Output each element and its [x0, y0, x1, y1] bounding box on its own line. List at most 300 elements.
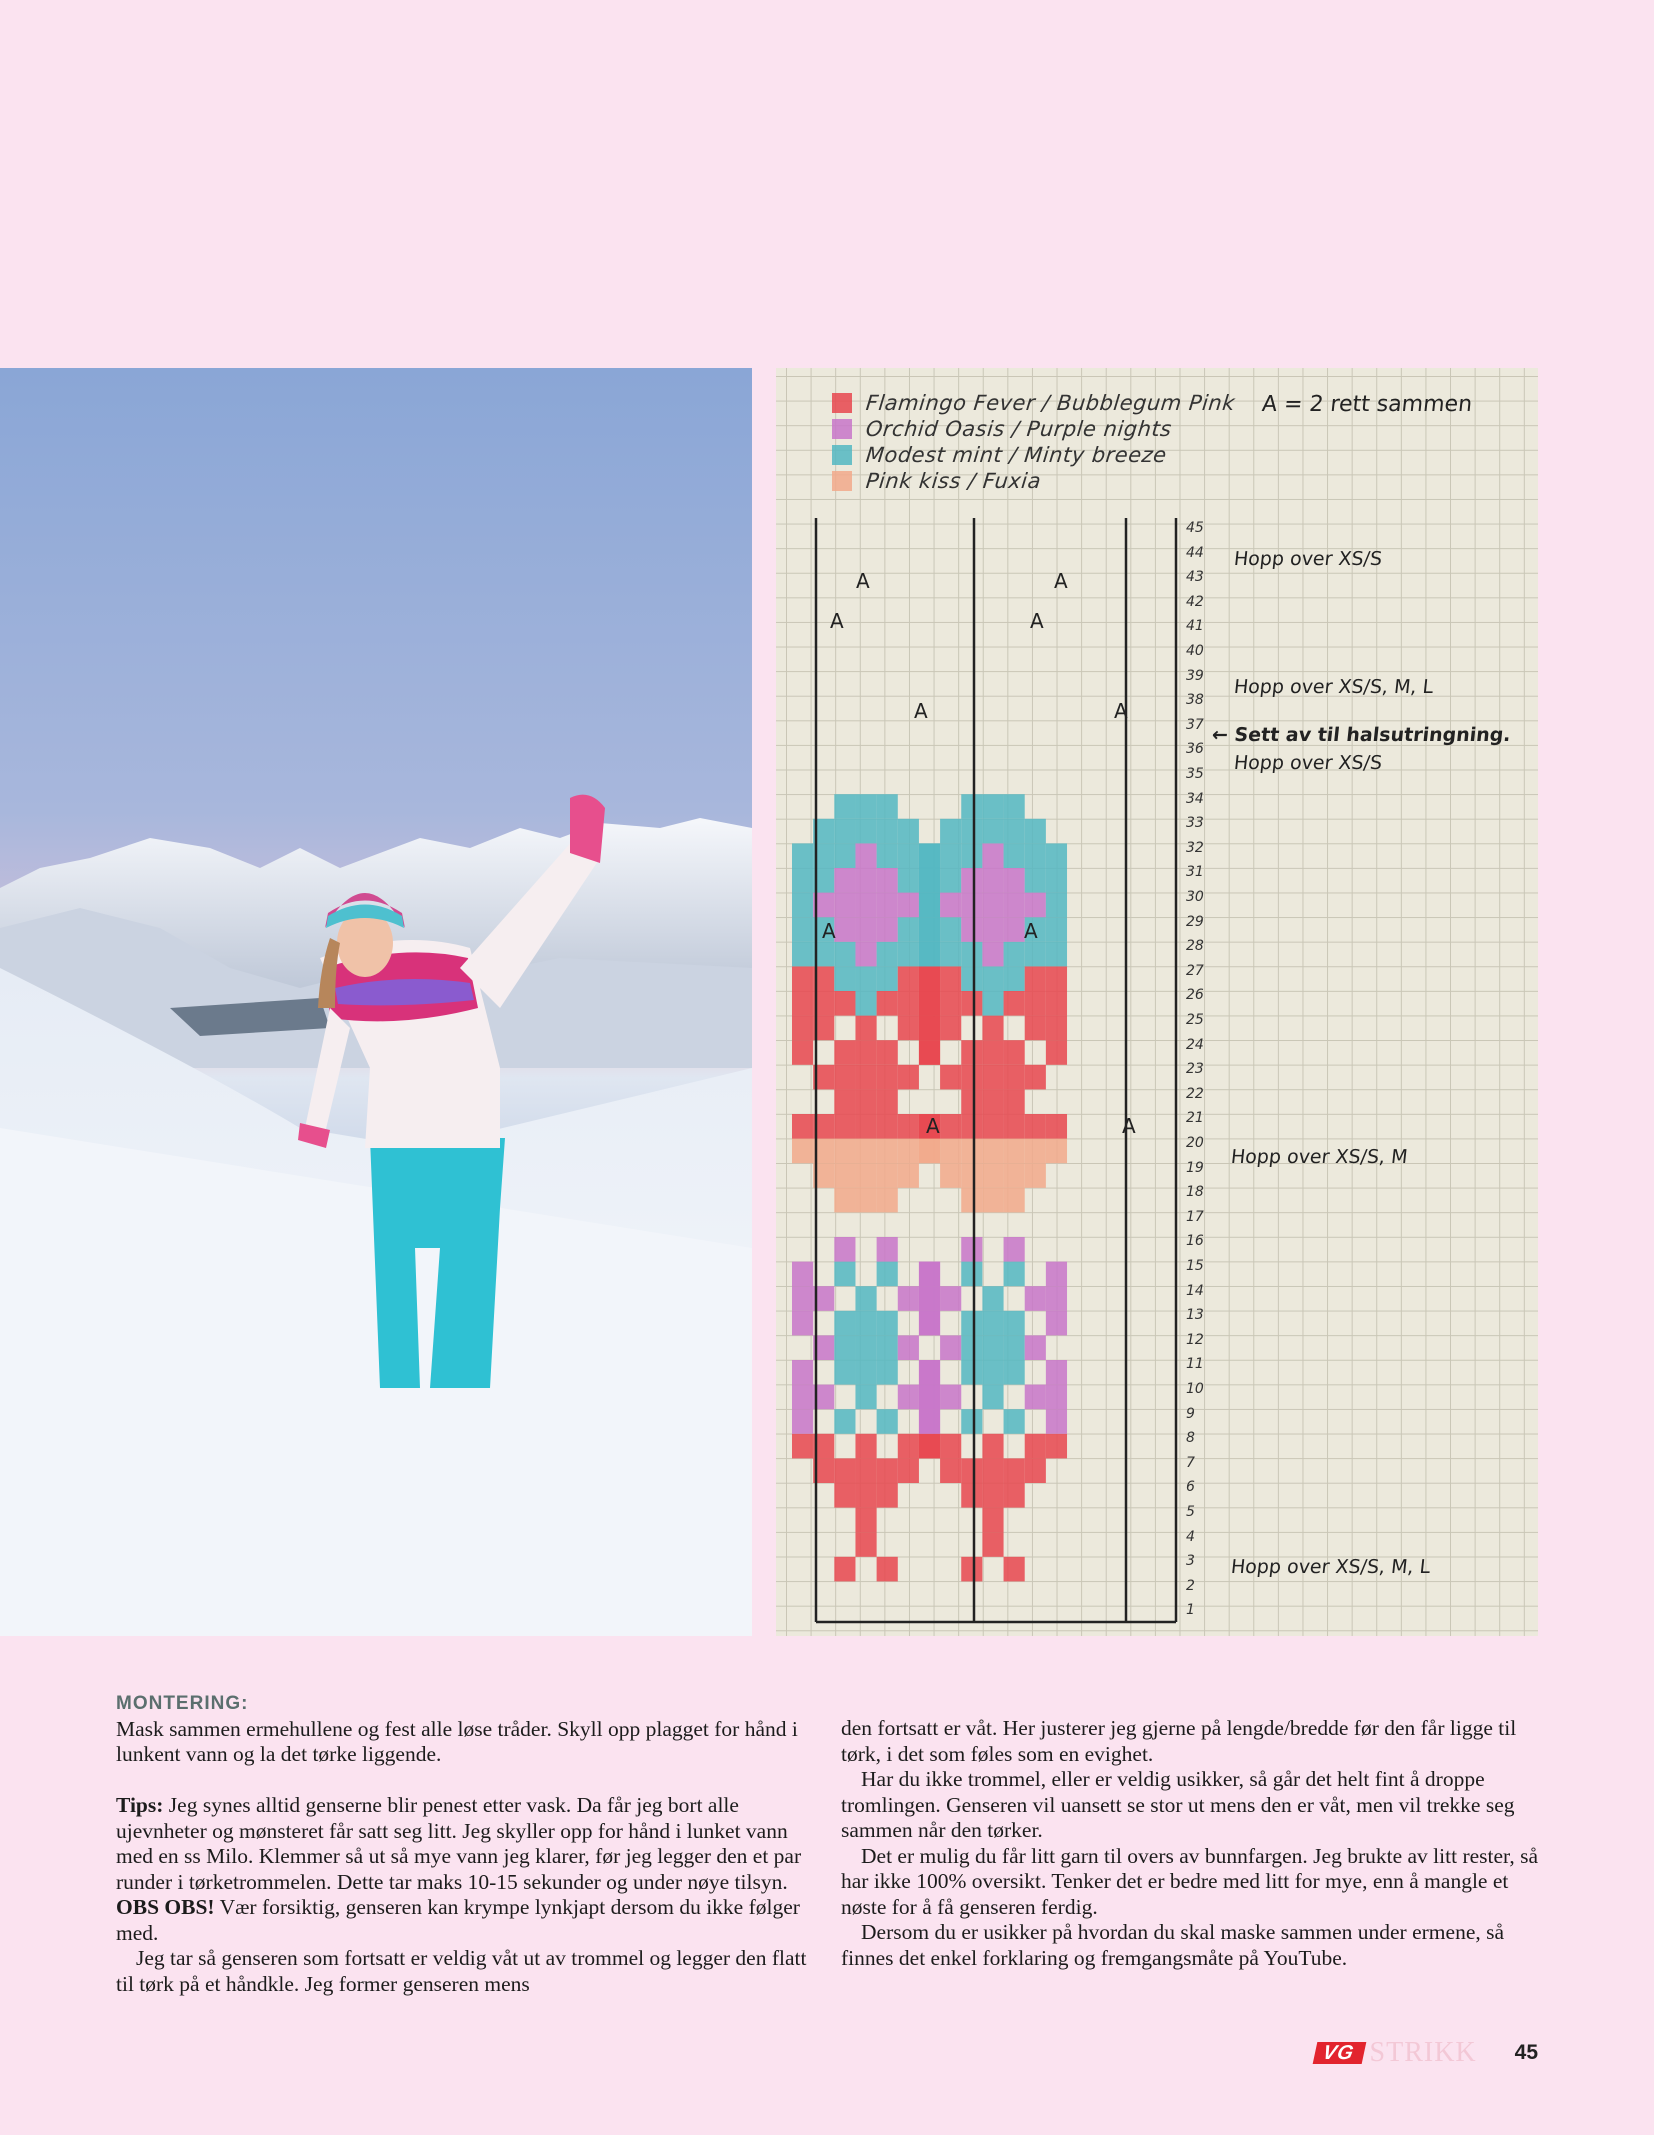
pattern-cell — [792, 1286, 813, 1311]
pattern-cell — [1004, 1188, 1025, 1213]
pattern-cell — [855, 843, 876, 868]
pattern-cell — [855, 868, 876, 893]
pattern-cell — [1025, 1385, 1046, 1410]
pattern-cell — [877, 1114, 898, 1139]
pattern-cell — [1046, 1385, 1067, 1410]
row-number: 41 — [1186, 618, 1204, 635]
pattern-cell — [982, 1286, 1003, 1311]
row-number: 13 — [1186, 1307, 1204, 1324]
pattern-cell — [1004, 917, 1025, 942]
pattern-cell — [877, 1139, 898, 1164]
pattern-cell — [961, 794, 982, 819]
pattern-cell — [877, 868, 898, 893]
pattern-cell — [1046, 1409, 1067, 1434]
pattern-cell — [1004, 1458, 1025, 1483]
pattern-cell — [855, 1286, 876, 1311]
pattern-cell — [982, 1163, 1003, 1188]
pattern-cell — [961, 1188, 982, 1213]
pattern-cell — [792, 1139, 813, 1164]
note-row37: ← Sett av til halsutringning. — [1210, 724, 1512, 746]
pattern-cell — [982, 1434, 1003, 1459]
pattern-cell — [834, 1311, 855, 1336]
pattern-cell — [877, 942, 898, 967]
row-number: 24 — [1186, 1036, 1204, 1053]
abbreviation-note: A = 2 rett sammen — [1260, 392, 1474, 417]
decrease-marker: A — [1030, 609, 1044, 633]
row-number: 20 — [1186, 1135, 1204, 1151]
pattern-cell — [834, 1163, 855, 1188]
pattern-cell — [855, 917, 876, 942]
pattern-cell — [961, 942, 982, 967]
pattern-cell — [855, 1139, 876, 1164]
pattern-cell — [834, 917, 855, 942]
text-column-right — [841, 1716, 1541, 1971]
pattern-cell — [834, 1237, 855, 1262]
pattern-cell — [982, 1016, 1003, 1041]
pattern-cell — [877, 1237, 898, 1262]
pattern-cell — [961, 1360, 982, 1385]
pattern-cell — [982, 1532, 1003, 1557]
row-number: 26 — [1186, 987, 1204, 1004]
pattern-cell — [855, 1040, 876, 1065]
pattern-cell — [855, 1483, 876, 1508]
decrease-marker: A — [1024, 919, 1038, 943]
pattern-cell — [919, 942, 940, 967]
row-number: 17 — [1186, 1208, 1204, 1225]
row-number: 15 — [1186, 1258, 1204, 1274]
pattern-cell — [1004, 1089, 1025, 1114]
pattern-cell — [898, 1335, 919, 1360]
pattern-cell — [961, 1409, 982, 1434]
knitting-chart — [776, 368, 1538, 1636]
pattern-cell — [855, 1335, 876, 1360]
pattern-cell — [834, 1188, 855, 1213]
pattern-cell — [877, 819, 898, 844]
pattern-cell — [898, 1114, 919, 1139]
pattern-cell — [919, 1409, 940, 1434]
section-heading: MONTERING: — [116, 1693, 249, 1714]
pattern-cell — [1046, 1139, 1067, 1164]
pattern-cell — [1004, 843, 1025, 868]
pattern-cell — [1004, 1139, 1025, 1164]
paragraph: den fortsatt er våt. Her justerer jeg gjerne på lengde/bredde før den får ligge til tørk, i det som føles som en evighet. — [841, 1716, 1517, 1766]
pattern-cell — [940, 868, 961, 893]
tips-text: Jeg synes alltid genserne blir penest etter vask. Da får jeg bort alle ujevnheter og mønsteret får satt seg litt. Jeg skyller opp for hånd i lunket vann med en ss Milo. Klemmer så ut så mye vann jeg klarer, før jeg legger den et par runder i tørketrommelen. Dette tar maks 10-15 sekunder og under nøye tilsyn. — [116, 1793, 802, 1894]
page-number: 45 — [1514, 2041, 1538, 2064]
row-number: 43 — [1186, 569, 1204, 586]
pattern-cell — [1004, 1163, 1025, 1188]
pattern-cell — [919, 991, 940, 1016]
pattern-cell — [834, 868, 855, 893]
pattern-cell — [877, 917, 898, 942]
pattern-cell — [940, 1163, 961, 1188]
row-number: 1 — [1186, 1602, 1195, 1619]
pattern-cell — [982, 991, 1003, 1016]
pattern-cell — [834, 942, 855, 967]
pattern-cell — [1004, 1483, 1025, 1508]
pattern-cell — [1025, 819, 1046, 844]
pattern-cell — [877, 1335, 898, 1360]
pattern-cell — [919, 1016, 940, 1041]
pattern-cell — [1025, 942, 1046, 967]
pattern-cell — [982, 843, 1003, 868]
pattern-cell — [940, 843, 961, 868]
legend-label: Flamingo Fever / Bubblegum Pink — [864, 391, 1237, 415]
pattern-cell — [898, 991, 919, 1016]
pattern-cell — [877, 1311, 898, 1336]
row-number: 34 — [1186, 790, 1204, 807]
pattern-cell — [982, 1188, 1003, 1213]
paragraph: Mask sammen ermehullene og fest alle løse tråder. Skyll opp plagget for hånd i lunkent vann og la det tørke liggende. — [116, 1716, 798, 1766]
row-number: 36 — [1186, 741, 1204, 758]
pattern-cell — [834, 966, 855, 991]
pattern-cell — [855, 1016, 876, 1041]
pattern-cell — [1046, 1360, 1067, 1385]
pattern-cell — [919, 966, 940, 991]
snow-photo — [0, 368, 752, 1636]
row-number: 8 — [1186, 1430, 1195, 1447]
pattern-cell — [982, 966, 1003, 991]
pattern-cell — [792, 942, 813, 967]
pattern-cell — [982, 819, 1003, 844]
text-column-left — [116, 1691, 814, 1997]
pattern-cell — [898, 1434, 919, 1459]
note-row36: Hopp over XS/S — [1232, 752, 1384, 774]
pattern-cell — [1004, 1040, 1025, 1065]
pattern-cell — [898, 1016, 919, 1041]
pattern-cell — [1046, 893, 1067, 918]
pattern-cell — [961, 1163, 982, 1188]
pattern-cell — [982, 917, 1003, 942]
pattern-cell — [961, 1557, 982, 1582]
pattern-cell — [834, 991, 855, 1016]
pattern-cell — [877, 1262, 898, 1287]
pattern-cell — [792, 1409, 813, 1434]
row-number: 29 — [1186, 913, 1204, 930]
pattern-cell — [982, 1483, 1003, 1508]
pattern-cell — [982, 1040, 1003, 1065]
pattern-cell — [982, 1311, 1003, 1336]
pattern-cell — [1025, 991, 1046, 1016]
legend-swatch — [832, 445, 852, 465]
pattern-cell — [919, 1262, 940, 1287]
pattern-cell — [877, 1163, 898, 1188]
pattern-cell — [919, 917, 940, 942]
pattern-cell — [982, 1458, 1003, 1483]
pattern-cell — [919, 1286, 940, 1311]
pattern-cell — [1046, 843, 1067, 868]
pattern-cell — [961, 843, 982, 868]
pattern-cell — [877, 1065, 898, 1090]
pattern-cell — [792, 1040, 813, 1065]
pattern-cell — [855, 1311, 876, 1336]
pattern-cell — [855, 1532, 876, 1557]
legend-label: Pink kiss / Fuxia — [864, 469, 1043, 493]
row-number: 10 — [1186, 1381, 1204, 1397]
pattern-cell — [898, 1458, 919, 1483]
pattern-cell — [898, 917, 919, 942]
pattern-cell — [1004, 1237, 1025, 1262]
pattern-cell — [855, 1163, 876, 1188]
pattern-cell — [898, 1139, 919, 1164]
pattern-cell — [982, 1065, 1003, 1090]
row-number: 6 — [1186, 1479, 1195, 1496]
decrease-marker: A — [926, 1114, 940, 1138]
pattern-cell — [961, 917, 982, 942]
pattern-cell — [982, 1385, 1003, 1410]
decrease-marker: A — [1114, 699, 1128, 723]
decrease-marker: A — [856, 569, 870, 593]
pattern-cell — [877, 991, 898, 1016]
pattern-cell — [1046, 1114, 1067, 1139]
row-number: 37 — [1186, 716, 1204, 733]
pattern-cell — [1046, 917, 1067, 942]
decrease-marker: A — [1122, 1114, 1136, 1138]
pattern-cell — [961, 893, 982, 918]
pattern-cell — [961, 1458, 982, 1483]
row-number: 33 — [1186, 815, 1204, 832]
pattern-cell — [834, 1040, 855, 1065]
legend-item-mint — [832, 442, 1235, 468]
pattern-cell — [792, 917, 813, 942]
pattern-cell — [877, 1409, 898, 1434]
pattern-cell — [855, 893, 876, 918]
pattern-cell — [982, 1508, 1003, 1533]
pattern-cell — [1004, 1262, 1025, 1287]
pattern-cell — [792, 1434, 813, 1459]
pattern-cell — [1025, 1286, 1046, 1311]
pattern-cell — [855, 819, 876, 844]
pattern-cell — [940, 991, 961, 1016]
pattern-cell — [940, 1385, 961, 1410]
pattern-cell — [898, 1385, 919, 1410]
row-number: 2 — [1186, 1577, 1195, 1594]
pattern-cell — [792, 991, 813, 1016]
pattern-cell — [940, 1016, 961, 1041]
legend-item-flamingo — [832, 390, 1235, 416]
pattern-cell — [1004, 794, 1025, 819]
pattern-cell — [1025, 966, 1046, 991]
chart-legend — [832, 390, 1235, 494]
pattern-cell — [898, 1065, 919, 1090]
pattern-cell — [961, 1262, 982, 1287]
pattern-cell — [940, 942, 961, 967]
pattern-cell — [1004, 942, 1025, 967]
row-number: 4 — [1186, 1528, 1195, 1545]
row-number: 28 — [1186, 938, 1204, 955]
pattern-cell — [834, 1262, 855, 1287]
pattern-cell — [940, 966, 961, 991]
pattern-cell — [940, 893, 961, 918]
pattern-cell — [834, 893, 855, 918]
pattern-cell — [1046, 1286, 1067, 1311]
pattern-cell — [855, 1360, 876, 1385]
pattern-cell — [898, 843, 919, 868]
pattern-cell — [919, 1040, 940, 1065]
pattern-cell — [940, 1434, 961, 1459]
pattern-cell — [961, 1139, 982, 1164]
pattern-cell — [792, 1016, 813, 1041]
pattern-cell — [961, 819, 982, 844]
pattern-cell — [1025, 1139, 1046, 1164]
row-number: 11 — [1186, 1356, 1204, 1373]
pattern-cell — [898, 1286, 919, 1311]
pattern-cell — [792, 1114, 813, 1139]
pattern-cell — [961, 1065, 982, 1090]
pattern-cell — [834, 1139, 855, 1164]
pattern-cell — [877, 1089, 898, 1114]
pattern-cell — [940, 1065, 961, 1090]
pattern-cell — [919, 868, 940, 893]
paragraph: Jeg tar så genseren som fortsatt er veldig våt ut av trommel og legger den flatt til tørk på et håndkle. Jeg former genseren mens — [116, 1946, 807, 1996]
photo-illustration — [0, 368, 752, 1636]
pattern-cell — [877, 794, 898, 819]
pattern-cell — [940, 819, 961, 844]
pattern-cell — [834, 1335, 855, 1360]
pattern-cell — [898, 942, 919, 967]
pattern-cell — [855, 966, 876, 991]
pattern-cell — [898, 819, 919, 844]
row-number: 25 — [1186, 1012, 1204, 1028]
pattern-cell — [940, 917, 961, 942]
pattern-cell — [982, 1114, 1003, 1139]
note-row39: Hopp over XS/S, M, L — [1232, 676, 1435, 698]
row-number: 44 — [1186, 544, 1204, 561]
pattern-cell — [792, 1385, 813, 1410]
row-number: 39 — [1186, 667, 1204, 684]
row-number: 23 — [1186, 1061, 1204, 1078]
pattern-cell — [1025, 1458, 1046, 1483]
legend-label: Orchid Oasis / Purple nights — [864, 417, 1173, 441]
row-number: 12 — [1186, 1331, 1204, 1348]
pattern-cell — [1004, 868, 1025, 893]
pattern-cell — [855, 1385, 876, 1410]
pink-mitten — [570, 795, 605, 863]
pattern-cell — [940, 1139, 961, 1164]
pattern-cell — [1004, 819, 1025, 844]
pattern-cell — [1046, 868, 1067, 893]
pattern-cell — [855, 1089, 876, 1114]
decrease-marker: A — [1054, 569, 1068, 593]
note-row20: Hopp over XS/S, M — [1229, 1146, 1409, 1168]
obs-text: Vær forsiktig, genseren kan krympe lynkjapt dersom du ikke følger med. — [116, 1895, 800, 1945]
pattern-cell — [1025, 1335, 1046, 1360]
pattern-cell — [940, 1458, 961, 1483]
pattern-cell — [982, 794, 1003, 819]
pattern-cell — [1004, 966, 1025, 991]
pattern-cell — [982, 942, 1003, 967]
row-number: 19 — [1186, 1159, 1204, 1176]
pattern-cell — [855, 942, 876, 967]
pattern-cell — [834, 1557, 855, 1582]
note-row44: Hopp over XS/S — [1232, 548, 1384, 570]
pattern-cell — [1004, 1360, 1025, 1385]
pattern-cell — [834, 819, 855, 844]
pattern-cell — [1004, 991, 1025, 1016]
pattern-cell — [792, 1262, 813, 1287]
pattern-cell — [982, 1089, 1003, 1114]
pattern-cell — [834, 794, 855, 819]
pattern-cell — [877, 1557, 898, 1582]
row-number: 31 — [1186, 864, 1204, 881]
decrease-marker: A — [914, 699, 928, 723]
pattern-cell — [961, 1237, 982, 1262]
row-number: 5 — [1186, 1504, 1195, 1520]
tips-paragraph — [116, 1793, 814, 1895]
row-number: 22 — [1186, 1085, 1204, 1102]
pattern-cell — [1025, 1065, 1046, 1090]
pattern-cell — [1025, 868, 1046, 893]
pattern-cell — [982, 1360, 1003, 1385]
pattern-cell — [834, 1409, 855, 1434]
paragraph: Har du ikke trommel, eller er veldig usikker, så går det helt fint å droppe tromlingen. Genseren vil uansett se stor ut mens den er våt, men vil trekke seg sammen når den tørker. — [841, 1767, 1515, 1842]
pattern-cell — [834, 843, 855, 868]
pattern-cell — [940, 1335, 961, 1360]
pattern-cell — [919, 893, 940, 918]
pattern-cell — [855, 1114, 876, 1139]
row-number: 7 — [1186, 1454, 1195, 1471]
pattern-cell — [834, 1089, 855, 1114]
legend-item-orchid — [832, 416, 1235, 442]
paragraph: Det er mulig du får litt garn til overs av bunnfargen. Jeg brukte av litt rester, så har ikke 100% oversikt. Tenker det er bedre med litt for mye, enn å mangle et nøste for å få genseren ferdig. — [841, 1843, 1538, 1919]
pattern-cell — [1004, 1311, 1025, 1336]
pattern-cell — [877, 1458, 898, 1483]
pattern-cell — [1046, 1040, 1067, 1065]
pattern-cell — [1004, 1114, 1025, 1139]
pattern-cell — [1046, 942, 1067, 967]
pattern-cell — [1004, 1409, 1025, 1434]
pattern-cell — [1046, 1311, 1067, 1336]
vg-logo: VG — [1312, 2042, 1366, 2064]
pattern-cell — [961, 1335, 982, 1360]
pattern-cell — [1025, 1016, 1046, 1041]
pattern-cell — [898, 868, 919, 893]
pattern-cell — [834, 1483, 855, 1508]
note-row3: Hopp over XS/S, M, L — [1229, 1556, 1432, 1578]
pattern-cell — [1046, 1262, 1067, 1287]
pattern-cell — [855, 1188, 876, 1213]
obs-paragraph — [116, 1895, 814, 1946]
pattern-cell — [877, 966, 898, 991]
brand-name: STRIKK — [1369, 2037, 1477, 2068]
pattern-cell — [1046, 991, 1067, 1016]
row-number: 3 — [1186, 1553, 1195, 1570]
pattern-cell — [834, 1360, 855, 1385]
pattern-cell — [940, 1114, 961, 1139]
row-number: 14 — [1186, 1282, 1204, 1299]
row-number: 9 — [1186, 1405, 1195, 1422]
pattern-cell — [919, 1434, 940, 1459]
row-number: 40 — [1186, 643, 1204, 659]
pattern-cell — [1004, 1065, 1025, 1090]
pattern-cell — [792, 966, 813, 991]
pattern-cell — [1046, 1434, 1067, 1459]
pattern-cell — [855, 1508, 876, 1533]
pattern-cell — [855, 1065, 876, 1090]
pattern-cell — [1025, 1434, 1046, 1459]
pattern-cell — [919, 1139, 940, 1164]
pattern-cell — [855, 1434, 876, 1459]
row-number: 18 — [1186, 1184, 1204, 1201]
legend-label: Modest mint / Minty breeze — [864, 443, 1168, 467]
pattern-cell — [919, 1360, 940, 1385]
pattern-cell — [792, 843, 813, 868]
pattern-cell — [877, 1483, 898, 1508]
pattern-cell — [855, 794, 876, 819]
pattern-cell — [1025, 1114, 1046, 1139]
pattern-cell — [1025, 893, 1046, 918]
legend-item-pink-kiss — [832, 468, 1235, 494]
